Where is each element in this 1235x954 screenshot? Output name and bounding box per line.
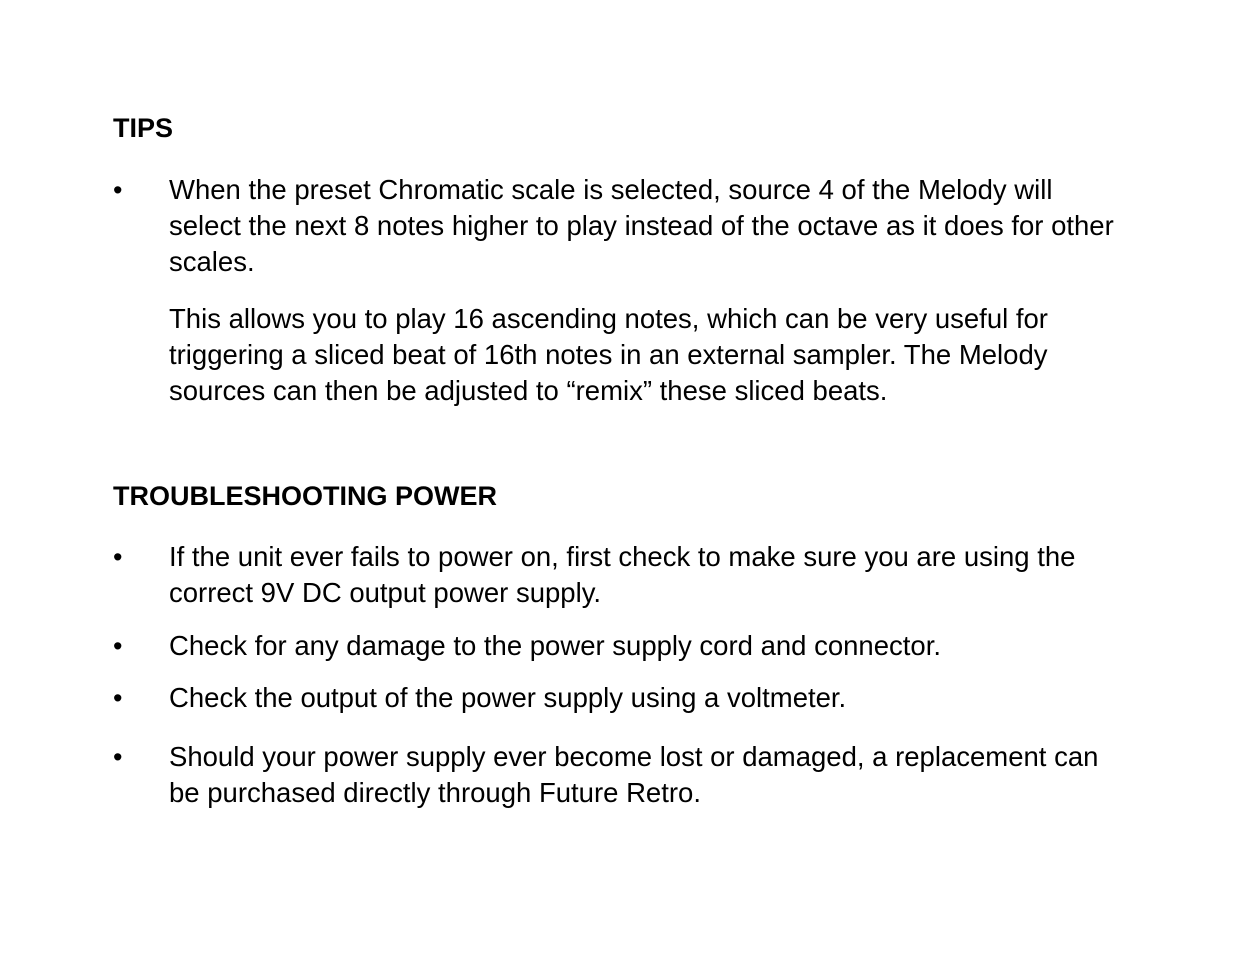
troubleshooting-item-text: Should your power supply ever become lost or damaged, a replacement can be purchased directly through Future Retro. [169,741,1099,808]
bullet-icon: • [113,175,123,205]
tips-item-text: When the preset Chromatic scale is selected, source 4 of the Melody will select the next 8 notes higher to play instead of the octave as it does for other scales. [169,174,1114,277]
bullet-icon: • [113,742,123,772]
bullet-icon: • [113,631,123,661]
tips-followup-paragraph: This allows you to play 16 ascending notes, which can be very useful for triggering a sliced beat of 16th notes in an external sampler. The Melody sources can then be adjusted to “remix” these sliced beats. [169,303,1048,406]
troubleshooting-heading: TROUBLESHOOTING POWER [113,481,497,511]
bullet-icon: • [113,683,123,713]
troubleshooting-item-text: Check the output of the power supply using a voltmeter. [169,682,847,713]
bullet-icon: • [113,542,123,572]
troubleshooting-item-text: Check for any damage to the power supply cord and connector. [169,630,941,661]
tips-heading: TIPS [113,113,174,143]
troubleshooting-item-text: If the unit ever fails to power on, first check to make sure you are using the correct 9V DC output power supply. [169,541,1076,608]
